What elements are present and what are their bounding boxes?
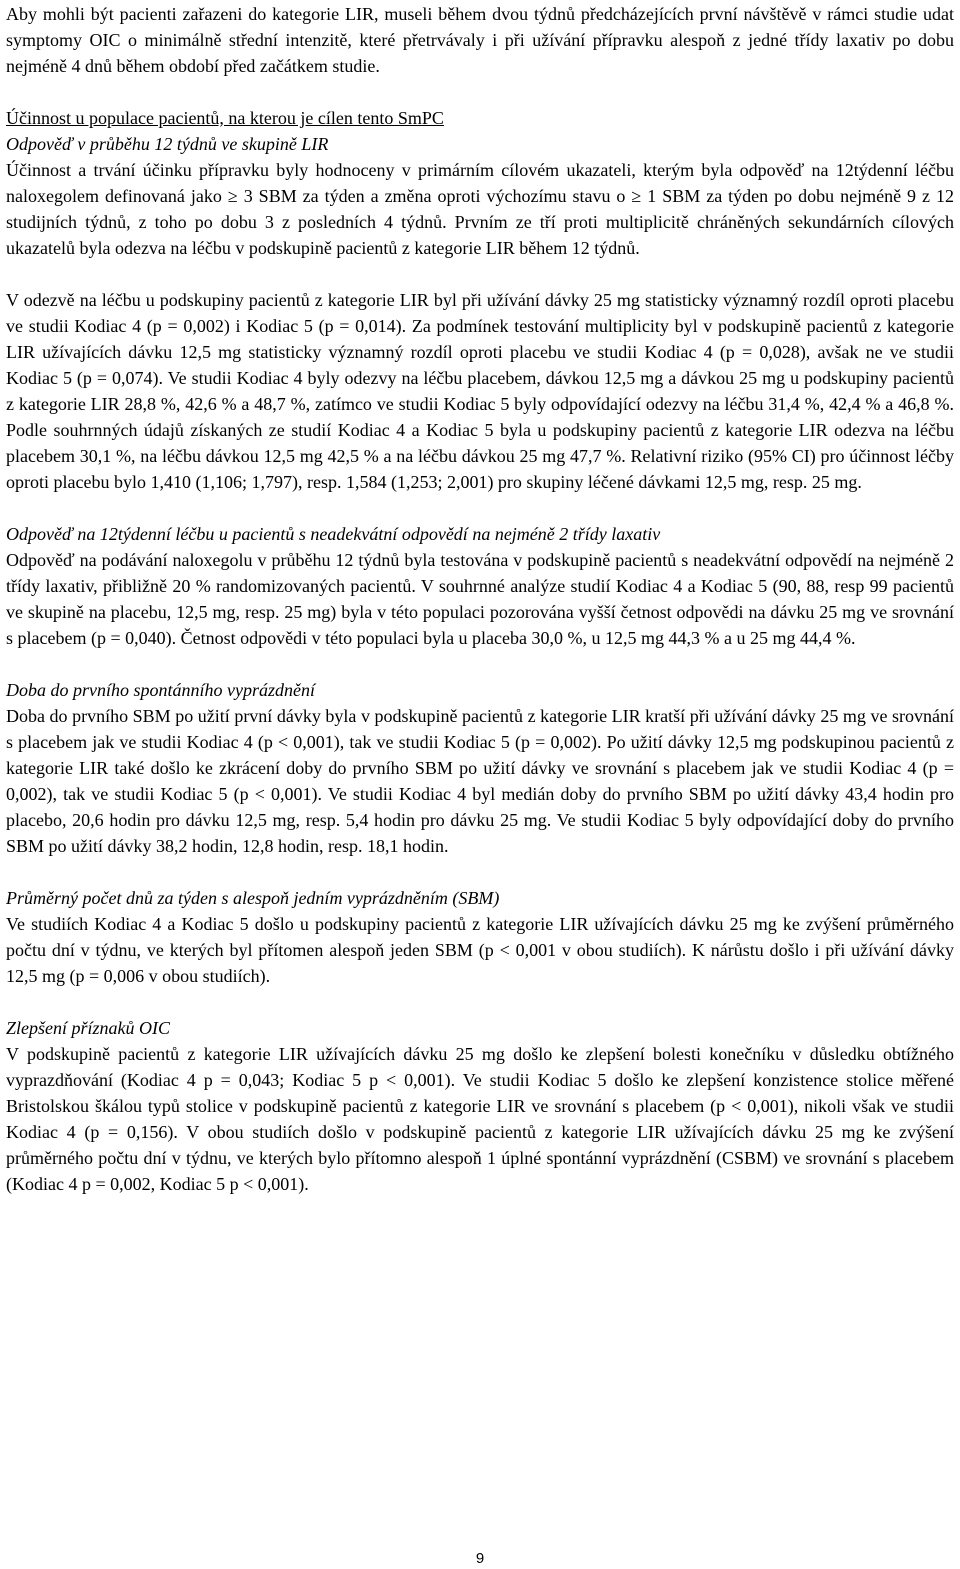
time-to-sbm-heading: Doba do prvního spontánního vyprázdnění (6, 680, 315, 700)
spacer (6, 651, 954, 677)
spacer (6, 859, 954, 885)
response-heading: Odpověď v průběhu 12 týdnů ve skupině LIR (6, 134, 329, 154)
spacer (6, 79, 954, 105)
oic-symptoms-paragraph: V podskupině pacientů z kategorie LIR užívajících dávku 25 mg došlo ke zlepšení bolesti konečníku v důsledku obtížného vyprazdňování (Kodiac 4 p = 0,043; Kodiac 5 p < 0,001). Ve studii Kodiac 5 došlo ke zlepšení konzistence stolice měřené Bristolskou škálou typů stolice v podskupině pacientů z kategorie LIR ve srovnání s placebem (p < 0,001), nikoli však ve studii Kodiac 4 (p = 0,156). V obou studiích došlo v podskupině pacientů z kategorie LIR užívajících dávku 25 mg ke zvýšení průměrného počtu dní v týdnu, ve kterých bylo přítomno alespoň 1 úplné spontánní vyprázdnění (CSBM) ve srovnání s placebem (Kodiac 4 p = 0,002, Kodiac 5 p < 0,001). (6, 1044, 954, 1194)
subgroup-paragraph: V odezvě na léčbu u podskupiny pacientů z kategorie LIR byl při užívání dávky 25 mg statisticky významný rozdíl oproti placebu ve studii Kodiac 4 (p = 0,002) i Kodiac 5 (p = 0,014). Za podmínek testování multiplicity byl v podskupině pacientů z kategorie LIR užívajících dávku 12,5 mg statisticky významný rozdíl oproti placebu ve studii Kodiac 4 (p = 0,028), avšak ne ve studii Kodiac 5 (p = 0,074). Ve studii Kodiac 4 byly odezvy na léčbu placebem, dávkou 12,5 mg a dávkou 25 mg u podskupiny pacientů z kategorie LIR 28,8 %, 42,6 % a 48,7 %, zatímco ve studii Kodiac 5 byly odpovídající odezvy na léčbu 31,4 %, 42,4 % a 46,8 %. Podle souhrnných údajů získaných ze studií Kodiac 4 a Kodiac 5 byla u podskupiny pacientů z kategorie LIR odezva na léčbu placebem 30,1 %, na léčbu dávkou 12,5 mg 42,5 % a na léčbu dávkou 25 mg 47,7 %. Relativní riziko (95% CI) pro účinnost léčby oproti placebu bylo 1,410 (1,106; 1,797), resp. 1,584 (1,253; 2,001) pro skupiny léčené dávkami 12,5 mg, resp. 25 mg. (6, 290, 954, 492)
document-body (6, 0, 954, 1197)
inadequate-response-heading: Odpověď na 12týdenní léčbu u pacientů s neadekvátní odpovědí na nejméně 2 třídy laxativ (6, 524, 661, 544)
sbm-days-paragraph: Ve studiích Kodiac 4 a Kodiac 5 došlo u podskupiny pacientů z kategorie LIR užívajících dávku 25 mg ke zvýšení průměrného počtu dní v týdnu, ve kterých byl přítomen alespoň jeden SBM (p < 0,001 v obou studiích). K nárůstu došlo i při užívání dávky 12,5 mg (p = 0,006 v obou studiích). (6, 914, 954, 986)
time-to-sbm-paragraph: Doba do prvního SBM po užití první dávky byla v podskupině pacientů z kategorie LIR kratší při užívání dávky 25 mg ve srovnání s placebem jak ve studii Kodiac 4 (p < 0,001), tak ve studii Kodiac 5 (p = 0,002). Po užití dávky 12,5 mg podskupinou pacientů z kategorie LIR také došlo ke zkrácení doby do prvního SBM po užití dávky ve srovnání s placebem jak ve studii Kodiac 4 (p = 0,002), tak ve studii Kodiac 5 (p < 0,001). Ve studii Kodiac 4 byl medián doby do prvního SBM po užití dávky 43,4 hodin pro placebo, 20,6 hodin pro dávku 12,5 mg, resp. 5,4 hodin pro dávku 25 mg. Ve studii Kodiac 5 byly odpovídající doby do prvního SBM po užití dávky 38,2 hodin, 12,8 hodin, resp. 18,1 hodin. (6, 706, 954, 856)
intro-paragraph: Aby mohli být pacienti zařazeni do kategorie LIR, museli během dvou týdnů předcházejících první návštěvě v rámci studie udat symptomy OIC o minimálně střední intenzitě, které přetrvávaly i při užívání přípravku alespoň z jedné třídy laxativ po dobu nejméně 4 dnů během období před začátkem studie. (6, 4, 954, 76)
response-paragraph: Účinnost a trvání účinku přípravku byly hodnoceny v primárním cílovém ukazateli, kterým byla odpověď na 12týdenní léčbu naloxegolem definovaná jako ≥ 3 SBM za týden a změna oproti výchozímu stavu o ≥ 1 SBM za týden po dobu nejméně 9 z 12 studijních týdnů, z toho po dobu 3 z posledních 4 týdnů. Prvním ze tří proti multiplicitě chráněných sekundárních cílových ukazatelů byla odezva na léčbu v podskupině pacientů z kategorie LIR během 12 týdnů. (6, 160, 954, 258)
efficacy-heading: Účinnost u populace pacientů, na kterou je cílen tento SmPC (6, 108, 444, 128)
spacer (6, 261, 954, 287)
oic-symptoms-heading: Zlepšení příznaků OIC (6, 1018, 170, 1038)
spacer (6, 989, 954, 1015)
document-page (6, 0, 954, 1569)
sbm-days-heading: Průměrný počet dnů za týden s alespoň jedním vyprázdněním (SBM) (6, 888, 500, 908)
inadequate-response-paragraph: Odpověď na podávání naloxegolu v průběhu 12 týdnů byla testována v podskupině pacientů s neadekvátní odpovědí na nejméně 2 třídy laxativ, přibližně 20 % randomizovaných pacientů. V souhrnné analýze studií Kodiac 4 a Kodiac 5 (90, 88, resp 99 pacientů ve skupině na placebu, 12,5 mg, resp. 25 mg) byla v této populaci pozorována vyšší četnost odpovědi na dávku 25 mg ve srovnání s placebem (p = 0,040). Četnost odpovědi v této populaci byla u placeba 30,0 %, u 12,5 mg 44,3 % a u 25 mg 44,4 %. (6, 550, 954, 648)
spacer (6, 495, 954, 521)
page-number: 9 (475, 1550, 485, 1567)
